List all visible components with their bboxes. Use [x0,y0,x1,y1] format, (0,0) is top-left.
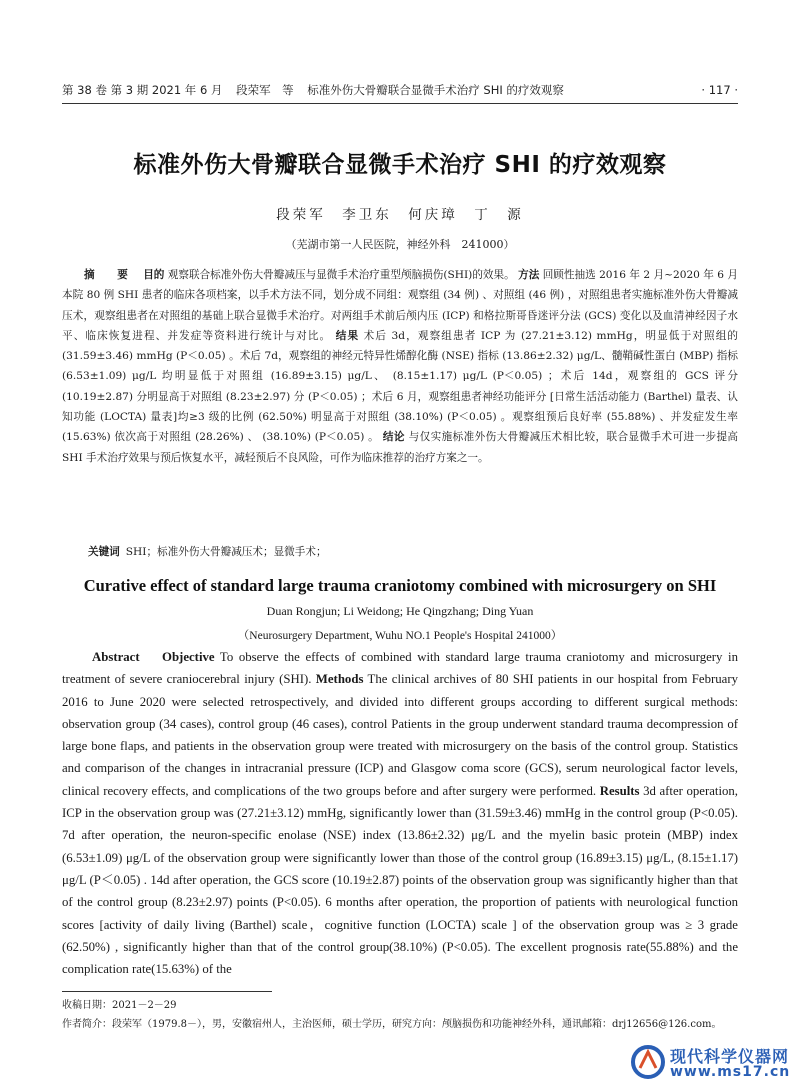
objective-text: 观察联合标准外伤大骨瓣减压与显微手术治疗重型颅脑损伤(SHI)的效果。 [167,269,515,281]
keywords-label: 关键词 [88,546,120,558]
objective-label: 目的 [143,269,165,281]
watermark-logo-icon [630,1044,666,1080]
en-methods-text: The clinical archives of 80 SHI patients in our hospital from February 2016 to June 2020 were selected retrospectively, and divided into different groups according to different surgical methods: observation group (34 cases), control group (46 cases), control Patients in the group underwent standard trauma decompression of large bone flaps, and patients in the observation group were treated with microsurgery on the basis of the control group. Statistics and comparison of the changes in intracranial pressure (ICP) and Glasgow coma score (GCS), serum neurological factor levels, clinical recovery effects, and complications of the two groups before and after surgery were performed. [62,672,738,798]
watermark-line2: www.ms17.cn [670,1064,791,1080]
site-watermark [630,1042,790,1082]
methods-label: 方法 [518,269,540,281]
keywords [88,543,738,561]
header-authors: 段荣军 等 [236,83,294,97]
footnote-received: 收稿日期：2021－2－29 [62,1000,177,1011]
chinese-abstract [62,265,738,468]
header-left [62,82,574,98]
header-divider [62,103,738,104]
affiliation: （芜湖市第一人民医院，神经外科 241000） [285,238,515,251]
running-header [62,82,738,98]
english-authors: Duan Rongjun; Li Weidong; He Qingzhang; Ding Yuan [266,604,534,618]
watermark-line1: 现代科学仪器网 [670,1047,790,1066]
en-results-label: Results [599,783,640,798]
footnote-divider [62,991,272,992]
abstract-lead: 摘 要 [84,269,134,281]
keywords-text: SHI；标准外伤大骨瓣减压术；显微手术； [125,546,327,558]
paper-title: 标准外伤大骨瓣联合显微手术治疗 SHI 的疗效观察 [133,152,667,178]
en-objective-label: Objective [161,650,215,664]
english-title: Curative effect of standard large trauma craniotomy combined with microsurgery on SHI [83,576,717,595]
header-volume: 第 38 卷 第 3 期 2021 年 6 月 [62,83,223,97]
footnote-author-bio: 作者简介：段荣军（1979.8－），男，安徽宿州人，主治医师，硕士学历，研究方向：颅脑损伤和功能神经外科，通讯邮箱：drj12656@126.com。 [62,1019,722,1030]
conclusion-text: 与仅实施标准外伤大骨瓣减压术相比较，联合显微手术可进一步提高 SHI 手术治疗效果与预后恢复水平，减轻预后不良风险，可作为临床推荐的治疗方案之一。 [62,431,739,464]
english-abstract [62,646,738,980]
en-methods-label: Methods [315,672,364,687]
english-affiliation: （Neurosurgery Department, Wuhu NO.1 People's Hospital 241000） [237,630,563,642]
page-number: · 117 · [701,83,738,97]
results-label: 结果 [335,329,360,342]
en-results-text: 3d after operation, ICP in the observation group was (27.21±3.12) mmHg, significantly lower than (31.59±3.46) mmHg in the control group (P<0.05). 7d after operation, the neuron-specific enolase (NSE) index (13.86±2.32) μg/L and the myelin basic protein (MBP) index (6.53±1.09) μg/L of the observation group were significantly lower than those of the control group (16.89±3.15) μg/L, (8.15±1.17) μg/L (P＜0.05) . 14d after operation, the GCS score (10.19±2.87) points of the observation group was significantly higher than that of the control group (8.23±2.97) points (P<0.05). 6 months after operation, the proportion of patients with neurological function scores [activity of daily living (Barthel) scale，cognitive function (LOCTA) scale ] of the observation group was ≥ 3 grade (62.50%) , significantly higher than that of the control group(38.10%) (P<0.05). The excellent prognosis rate(55.88%) and the complication rate(15.63%) of the [62,783,738,977]
conclusion-label: 结论 [382,431,405,444]
methods-text: 回顾性抽选 2016 年 2 月~2020 年 6 月本院 80 例 SHI 患者的临床各项档案，以手术方法不同，划分成不同组：观察组 (34 例) 、对照组 (46 例) ，对照组患者实施标准外伤大骨瓣减压术，观察组患者在对照组的基础上联合显微手术治疗。对两组手术前后颅内压 (ICP) 和格拉斯哥昏迷评分法 (GCS) 变化以及血清神经因子水平、临床恢复进程、并发症等资料进行统计与对比。 [62,269,738,342]
en-objective-text: To observe the effects of combined with standard large trauma craniotomy and microsurgery in treatment of severe craniocerebral injury (SHI). [62,650,739,687]
header-running-title: 标准外伤大骨瓣联合显微手术治疗 SHI 的疗效观察 [307,83,564,97]
results-text: 术后 3d，观察组患者 ICP 为 (27.21±3.12) mmHg，明显低于对照组的 (31.59±3.46) mmHg (P＜0.05) 。术后 7d，观察组的神经元特异性烯醇化酶 (NSE) 指标 (13.86±2.32) μg/L、髓鞘碱性蛋白 (MBP) 指标 (6.53±1.09) μg/L 均明显低于对照组 (16.89±3.15) μg/L、 (8.15±1.17) μg/L (P＜0.05) ；术后 14d，观察组的 GCS 评分 (10.19±2.87) 分明显高于对照组 (8.23±2.97) 分 (P＜0.05) ；术后 6 月，观察组患者神经功能评分 [日常生活活动能力 (Barthel) 量表、认知功能 (LOCTA) 量表]均≥3 级的比例 (62.50%) 明显高于对照组 (38.10%) (P＜0.05) 。观察组预后良好率 (55.88%) 、并发症发生率 (15.63%) 依次高于对照组 (28.26%) 、 (38.10%) (P＜0.05) 。 [62,329,739,444]
en-abstract-lead: Abstract [92,650,140,664]
author-list: 段荣军 李卫东 何庆璋 丁 源 [276,207,524,223]
